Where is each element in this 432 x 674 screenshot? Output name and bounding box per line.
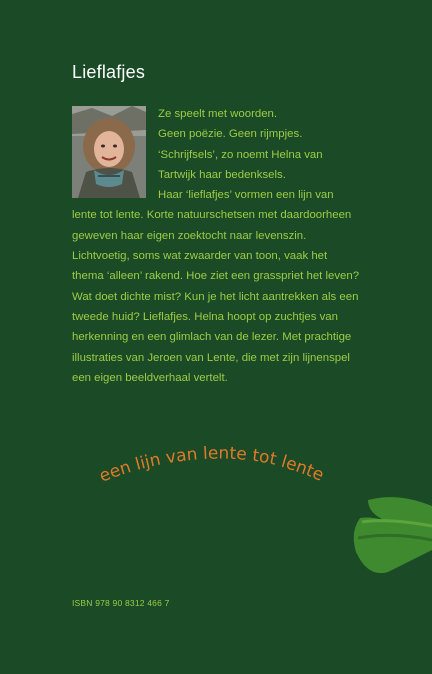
blurb-line: herkenning en een glimlach van de lezer. Met prachtige: [72, 331, 352, 344]
blurb-line: thema ‘alleen’ rakend. Hoe ziet een grasspriet het leven?: [72, 270, 360, 283]
tagline-text: [97, 446, 327, 487]
blurb-line: een eigen beeldverhaal vertelt.: [72, 371, 228, 384]
blurb-line: Geen poëzie. Geen rijmpjes.: [158, 128, 303, 141]
book-title: Lieflafjes: [72, 62, 146, 82]
isbn-number: ISBN 978 90 8312 466 7: [72, 598, 170, 608]
blurb-line: Ze speelt met woorden.: [158, 108, 278, 120]
blurb-line: Wat doet dichte mist? Kun je het licht aantrekken als een: [72, 290, 359, 303]
brush-stroke-decoration: [348, 492, 432, 582]
blurb-line: illustraties van Jeroen van Lente, die met zijn lijnenspel: [72, 351, 350, 364]
blurb-line: lente tot lente. Korte natuurschetsen met daardoorheen: [72, 209, 352, 222]
blurb-line: geweven haar eigen zoektocht naar levenszin.: [72, 229, 307, 242]
blurb-line: ‘Schrijfsels’, zo noemt Helna van: [158, 148, 323, 161]
blurb-line: tweede huid? Lieflafjes. Helna hoopt op zuchtjes van: [72, 310, 338, 323]
book-blurb: [72, 104, 372, 388]
tagline-textpath: een lijn van lente tot lente: [96, 446, 327, 487]
blurb-line: Tartwijk haar bedenksels.: [158, 168, 286, 181]
tagline: [96, 446, 366, 526]
blurb-line: Lichtvoetig, soms wat zwaarder van toon, vaak het: [72, 250, 328, 263]
blurb-line: Haar ‘lieflafjes’ vormen een lijn van: [158, 189, 334, 202]
